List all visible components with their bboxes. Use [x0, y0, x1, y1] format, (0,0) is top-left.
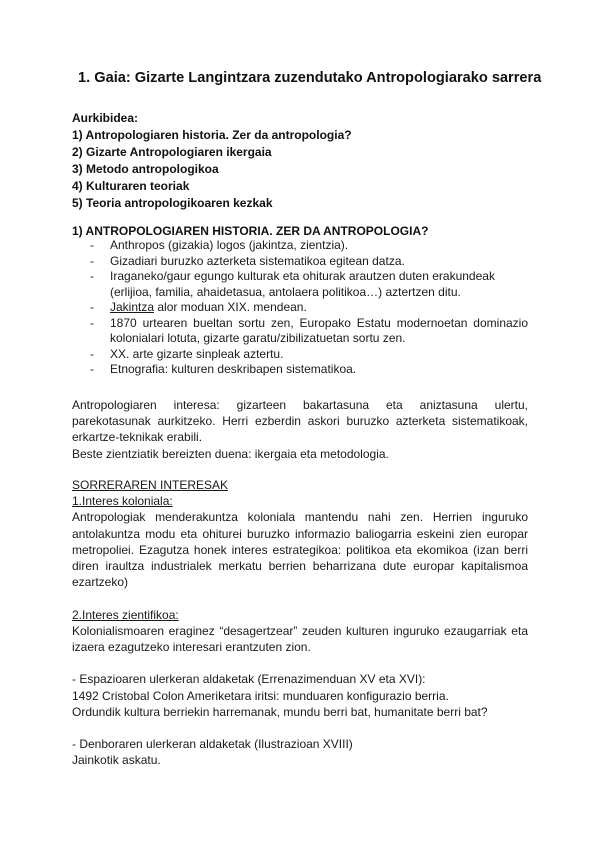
text-line: 1492 Cristobal Colon Ameriketara iritsi: munduaren konfigurazio berria.	[72, 688, 449, 703]
subheading: 1.Interes koloniala:	[72, 494, 173, 509]
toc-item: 2) Gizarte Antropologiaren ikergaia	[72, 144, 272, 159]
subheading: 2.Interes zientifikoa:	[72, 607, 179, 622]
intro-paragraphs	[72, 397, 528, 462]
text-line: - Espazioaren ulerkeran aldaketak (Errenazimenduan XV eta XVI):	[72, 672, 426, 687]
sorrera-heading: SORRERAREN INTERESAK	[72, 478, 229, 492]
bullet-list	[72, 238, 528, 378]
underlined-term: Jakintza	[110, 300, 155, 314]
list-item: - Anthropos (gizakia) logos (jakintza, zientzia).	[72, 238, 528, 254]
sorrera-section	[72, 477, 528, 769]
paragraph: Kolonialismoaren eraginez “desagertzear” zeuden kulturen inguruko ezaugarriak eta izaera ezagutzeko interesari erantzuten zion.	[72, 623, 528, 655]
toc-heading: Aurkibidea:	[72, 111, 139, 125]
list-item: - Iraganeko/gaur egungo kulturak eta ohiturak arautzen duten erakundeak (erlijioa, familia, ahaidetasua, antolaera politikoa…) aztertzen ditu.	[72, 269, 528, 300]
toc-item: 5) Teoria antropologikoaren kezkak	[72, 195, 273, 210]
toc-item: 3) Metodo antropologikoa	[72, 161, 219, 176]
paragraph: Beste zientziatik bereizten duena: ikergaia eta metodologia.	[72, 446, 389, 461]
section-heading: 1) ANTROPOLOGIAREN HISTORIA. ZER DA ANTROPOLOGIA?	[72, 224, 429, 238]
text-line: - Denboraren ulerkeran aldaketak (Ilustrazioan XVIII)	[72, 737, 353, 752]
list-item: - 1870 urtearen bueltan sortu zen, Europako Estatu modernoetan dominazio kolonialari lotuta, gizarte garatu/zibilizatuetan sortu zen.	[72, 316, 528, 347]
list-item: - Gizadiari buruzko azterketa sistematikoa egitean datza.	[72, 254, 528, 270]
paragraph: Antropologiak menderakuntza koloniala mantendu nahi zen. Herrien inguruko antolakuntza modu eta ohiturei buruzko informazio baliogarria eskeini zien europar metropoliei. Ezagutza honek interes estrategikoa: politikoa eta ekomikoa (izan berri diren iraultza industrialek merkatu berrien beharrizana dute europar kapitalismoa ezartzeko)	[72, 510, 528, 590]
list-item: - Etnografia: kulturen deskribapen sistematikoa.	[72, 362, 528, 378]
text-line: Ordundik kultura berriekin harremanak, mundu berri bat, humanitate berri bat?	[72, 704, 488, 719]
bullet-list-block	[72, 238, 528, 378]
list-item-text: alor moduan XIX. mendean.	[157, 300, 307, 314]
toc-item: 4) Kulturaren teoriak	[72, 178, 190, 193]
document-title: 1. Gaia: Gizarte Langintzara zuzendutako Antropologiarako sarrera	[78, 70, 542, 86]
list-item	[72, 300, 528, 316]
table-of-contents	[72, 110, 528, 211]
toc-item: 1) Antropologiaren historia. Zer da antropologia?	[72, 127, 352, 142]
text-line: Jainkotik askatu.	[72, 753, 161, 768]
paragraph: Antropologiaren interesa: gizarteen bakartasuna eta aniztasuna ulertu, parekotasunak aurkitzeko. Herri ezberdin askori buruzko azterketa sistematikoak, erkartze-teknikak erabili.	[72, 398, 528, 445]
list-item: - XX. arte gizarte sinpleak aztertu.	[72, 347, 528, 363]
